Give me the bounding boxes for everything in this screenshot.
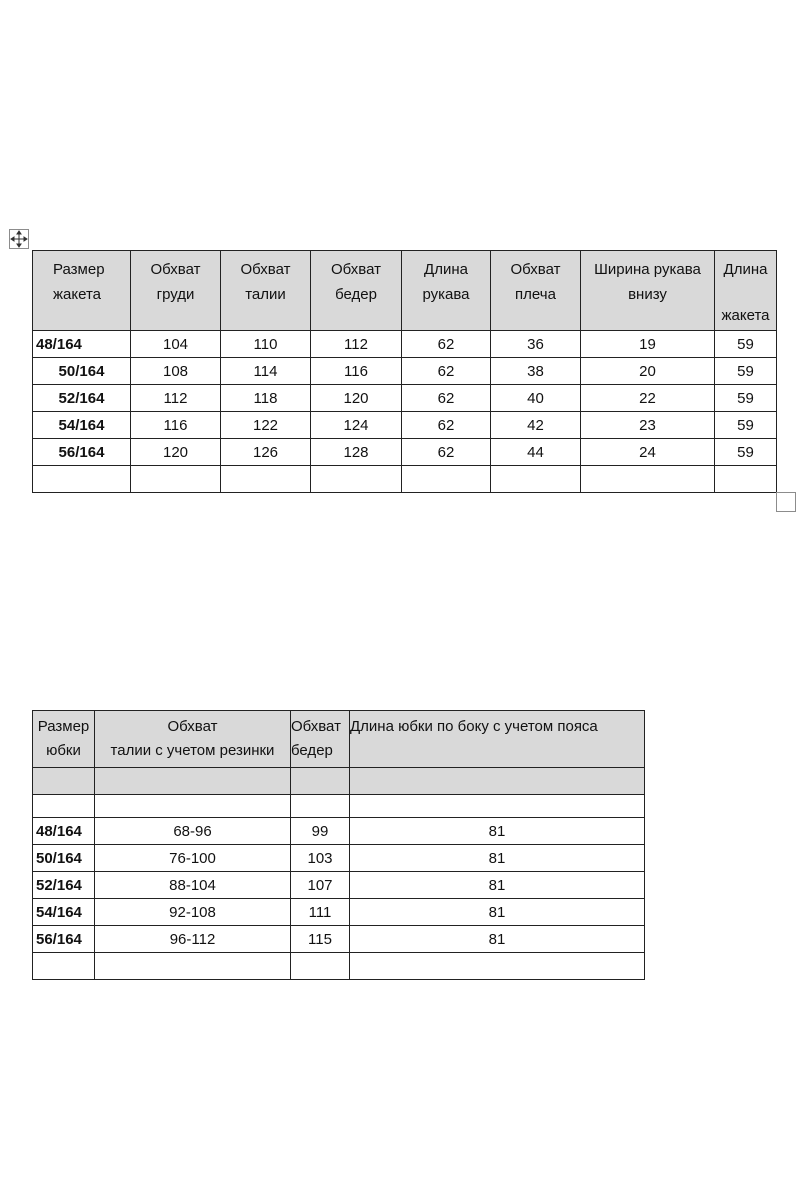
- cell-empty: [95, 768, 291, 795]
- cell: 23: [581, 412, 715, 439]
- cell-size: 56/164: [33, 439, 131, 466]
- cell-empty: [350, 953, 645, 980]
- cell: 92-108: [95, 899, 291, 926]
- cell: 104: [131, 331, 221, 358]
- cell-empty: [291, 953, 350, 980]
- cell: 120: [311, 385, 402, 412]
- header-jacket-size: Размер жакета: [33, 251, 131, 331]
- cell-size: 54/164: [33, 899, 95, 926]
- table-move-handle[interactable]: [9, 229, 29, 249]
- cell: 20: [581, 358, 715, 385]
- empty-row: [33, 953, 645, 980]
- cell: 126: [221, 439, 311, 466]
- cell: 36: [491, 331, 581, 358]
- header-jacket-length: Длина жакета: [715, 251, 777, 331]
- cell-size: 56/164: [33, 926, 95, 953]
- cell-empty: [33, 768, 95, 795]
- cell-empty: [291, 795, 350, 818]
- cell: 81: [350, 872, 645, 899]
- cell: 128: [311, 439, 402, 466]
- cell: 62: [402, 439, 491, 466]
- skirt-size-table: [32, 710, 645, 980]
- cell: 19: [581, 331, 715, 358]
- header-chest: Обхват груди: [131, 251, 221, 331]
- cell-empty: [581, 466, 715, 493]
- cell: 115: [291, 926, 350, 953]
- table-resize-handle[interactable]: [776, 492, 796, 512]
- cell: 59: [715, 331, 777, 358]
- cell-empty: [95, 795, 291, 818]
- cell: 88-104: [95, 872, 291, 899]
- cell: 44: [491, 439, 581, 466]
- cell-empty: [491, 466, 581, 493]
- table-row: [33, 331, 777, 358]
- cell: 99: [291, 818, 350, 845]
- cell-size: 48/164: [33, 331, 131, 358]
- table-row: [33, 872, 645, 899]
- cell-empty: [715, 466, 777, 493]
- header-hips: Обхват бедер: [311, 251, 402, 331]
- empty-row: [33, 795, 645, 818]
- cell: 81: [350, 899, 645, 926]
- cell: 59: [715, 412, 777, 439]
- header-sleeve-length: Длина рукава: [402, 251, 491, 331]
- header-hips: Обхват бедер: [291, 711, 350, 768]
- cell: 81: [350, 845, 645, 872]
- cell: 108: [131, 358, 221, 385]
- move-icon: [10, 230, 28, 248]
- cell: 38: [491, 358, 581, 385]
- cell-empty: [33, 466, 131, 493]
- cell: 103: [291, 845, 350, 872]
- cell: 62: [402, 331, 491, 358]
- cell: 40: [491, 385, 581, 412]
- cell: 62: [402, 412, 491, 439]
- cell: 62: [402, 358, 491, 385]
- cell: 112: [131, 385, 221, 412]
- jacket-header-row: [33, 251, 777, 331]
- cell: 22: [581, 385, 715, 412]
- cell-empty: [350, 795, 645, 818]
- header-skirt-size: Размер юбки: [33, 711, 95, 768]
- cell: 59: [715, 439, 777, 466]
- table-row: [33, 845, 645, 872]
- cell: 118: [221, 385, 311, 412]
- table-row: [33, 899, 645, 926]
- cell: 42: [491, 412, 581, 439]
- empty-shaded-row: [33, 768, 645, 795]
- cell: 111: [291, 899, 350, 926]
- cell-size: 48/164: [33, 818, 95, 845]
- cell-size: 50/164: [33, 358, 131, 385]
- header-waist: Обхват талии: [221, 251, 311, 331]
- cell: 76-100: [95, 845, 291, 872]
- cell-empty: [33, 953, 95, 980]
- header-sleeve-width: Ширина рукава внизу: [581, 251, 715, 331]
- cell: 122: [221, 412, 311, 439]
- header-shoulder: Обхват плеча: [491, 251, 581, 331]
- table-row: [33, 818, 645, 845]
- cell: 107: [291, 872, 350, 899]
- cell: 114: [221, 358, 311, 385]
- cell: 110: [221, 331, 311, 358]
- table-row: [33, 385, 777, 412]
- cell-empty: [33, 795, 95, 818]
- cell-size: 50/164: [33, 845, 95, 872]
- cell: 81: [350, 926, 645, 953]
- cell: 112: [311, 331, 402, 358]
- cell-empty: [350, 768, 645, 795]
- cell-empty: [311, 466, 402, 493]
- cell: 59: [715, 358, 777, 385]
- cell: 62: [402, 385, 491, 412]
- cell: 24: [581, 439, 715, 466]
- cell-size: 54/164: [33, 412, 131, 439]
- cell-empty: [402, 466, 491, 493]
- cell: 116: [131, 412, 221, 439]
- empty-row: [33, 466, 777, 493]
- table-row: [33, 412, 777, 439]
- jacket-size-table: [32, 250, 777, 493]
- cell: 81: [350, 818, 645, 845]
- header-skirt-length: Длина юбки по боку с учетом пояса: [350, 711, 645, 768]
- cell-size: 52/164: [33, 385, 131, 412]
- table-row: [33, 439, 777, 466]
- cell: 124: [311, 412, 402, 439]
- skirt-header-row: [33, 711, 645, 768]
- cell-empty: [131, 466, 221, 493]
- cell: 59: [715, 385, 777, 412]
- cell-empty: [95, 953, 291, 980]
- cell-empty: [291, 768, 350, 795]
- cell-size: 52/164: [33, 872, 95, 899]
- table-row: [33, 926, 645, 953]
- cell: 68-96: [95, 818, 291, 845]
- cell: 116: [311, 358, 402, 385]
- cell-empty: [221, 466, 311, 493]
- table-row: [33, 358, 777, 385]
- cell: 120: [131, 439, 221, 466]
- cell: 96-112: [95, 926, 291, 953]
- header-waist-elastic: Обхват талии с учетом резинки: [95, 711, 291, 768]
